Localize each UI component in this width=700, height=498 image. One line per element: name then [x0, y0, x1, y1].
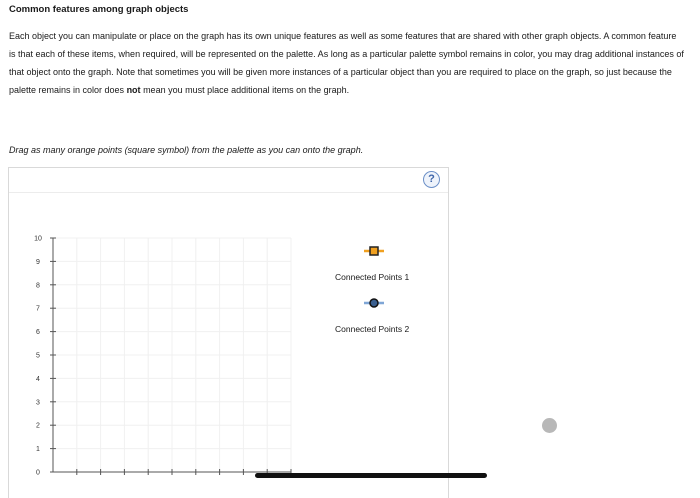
y-tick-label: 5: [36, 352, 40, 360]
y-tick-label: 8: [36, 282, 40, 290]
graph-panel: [8, 167, 449, 498]
paragraph-bold-not: not: [126, 85, 141, 95]
y-tick-label: 0: [36, 469, 40, 477]
help-icon[interactable]: ?: [423, 171, 440, 188]
palette-connected-points-1[interactable]: [363, 244, 385, 262]
y-tick-label: 1: [36, 446, 40, 454]
page-title: Common features among graph objects: [9, 4, 189, 15]
palette-label-connected-points-2: Connected Points 2: [335, 324, 410, 334]
orange-square-point-icon: [363, 245, 385, 257]
paragraph-text-1: Each object you can manipulate or place on the graph has its own unique features as well as some features that are shared with other graph objects. A common feature is that each of these items, when required, will be represented on the palette. As long as a particular palette symbol remains in color, you may drag additional instances of that object onto the graph. Note that sometimes you will be given more instances of a particular object than you are required to place on the graph, so just because the palette remains in color does: [9, 31, 684, 95]
instructions-paragraph: [9, 27, 685, 99]
palette-connected-points-2[interactable]: [363, 296, 385, 314]
y-axis-labels: [34, 236, 42, 477]
status-indicator-dot: [542, 418, 557, 433]
y-tick-label: 10: [34, 235, 42, 243]
horizontal-scrollbar[interactable]: [255, 473, 487, 478]
y-tick-label: 4: [36, 375, 40, 383]
y-tick-label: 3: [36, 399, 40, 407]
paragraph-text-2: mean you must place additional items on the graph.: [140, 85, 350, 95]
y-tick-label: 7: [36, 305, 40, 313]
y-tick-label: 9: [36, 258, 40, 266]
graph-axes: [50, 238, 291, 475]
palette-label-connected-points-1: Connected Points 1: [335, 272, 410, 282]
task-instruction: Drag as many orange points (square symbol) from the palette as you can onto the graph.: [9, 145, 364, 155]
blue-circle-point-icon: [363, 297, 385, 309]
y-tick-label: 2: [36, 422, 40, 430]
graph-grid: [53, 238, 291, 472]
y-tick-label: 6: [36, 329, 40, 337]
